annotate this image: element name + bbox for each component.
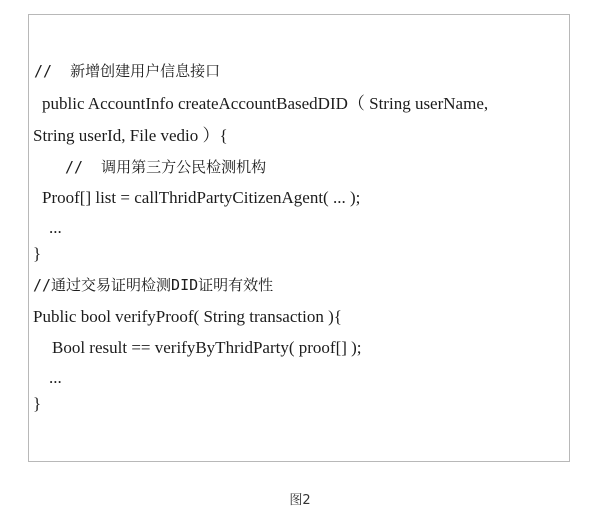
- code-line-comment-create-user: // 新增创建用户信息接口: [34, 62, 221, 80]
- code-figure-frame: [28, 14, 570, 462]
- code-line-comment-third-party: // 调用第三方公民检测机构: [65, 158, 267, 176]
- code-line-proof-list: Proof[] list = callThridPartyCitizenAgent( ... );: [42, 188, 361, 207]
- code-line-comment-verify: //通过交易证明检测DID证明有效性: [33, 276, 274, 294]
- code-line-ellipsis-1: ...: [49, 218, 62, 237]
- figure-caption: 图2: [289, 493, 311, 508]
- code-line-close-brace-2: }: [33, 394, 42, 413]
- code-line-ellipsis-2: ...: [49, 368, 62, 387]
- code-line-bool-result: Bool result == verifyByThridParty( proof[] );: [52, 338, 362, 357]
- code-line-verify-signature: Public bool verifyProof( String transaction ){: [33, 307, 342, 326]
- code-line-method-params: String userId, File vedio ）{: [33, 126, 228, 145]
- code-line-method-signature: public AccountInfo createAccountBasedDID（ String userName,: [42, 94, 489, 113]
- code-line-close-brace-1: }: [33, 244, 42, 263]
